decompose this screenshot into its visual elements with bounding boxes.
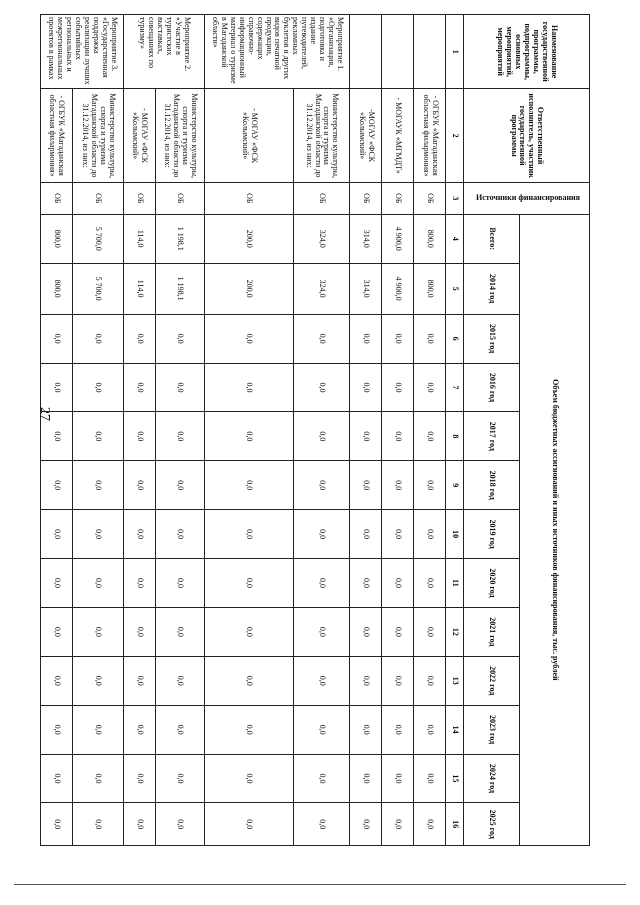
row-year-value: 0,0 [123, 510, 155, 559]
table-row [41, 15, 73, 846]
row-year-value: 0,0 [382, 559, 414, 608]
row-year-value: 0,0 [72, 705, 123, 754]
row-year-value: 0,0 [382, 656, 414, 705]
row-year-value: 0,0 [382, 705, 414, 754]
row-year-value: 0,0 [204, 607, 293, 656]
row-year-value: 0,0 [204, 559, 293, 608]
header-year: 2025 год [464, 803, 520, 846]
row-year-value: 0,0 [350, 363, 382, 412]
row-year-value: 0,0 [123, 803, 155, 846]
row-year-value: 324,0 [293, 263, 350, 314]
row-executor: - ОГБУК «Магаданская областная филармония» [414, 89, 446, 183]
column-number: 12 [446, 607, 464, 656]
header-year: 2022 год [464, 656, 520, 705]
row-year-value: 0,0 [382, 461, 414, 510]
row-year-value: 0,0 [414, 510, 446, 559]
row-source: ОБ [204, 182, 293, 214]
row-year-value: 800,0 [41, 263, 73, 314]
row-executor: - МОГАУ «ФСК «Колымский» [123, 89, 155, 183]
row-executor: - ОГБУК «Магаданская областная филармония» [41, 89, 73, 183]
row-name [382, 15, 414, 89]
row-year-value: 0,0 [72, 607, 123, 656]
row-year-value: 0,0 [414, 412, 446, 461]
row-year-value: 0,0 [123, 314, 155, 363]
column-number: 1 [446, 15, 464, 89]
row-name: Мероприятие 3. «Государственная поддержка реализации лучших событийных региональных и межрегиональных проектов в рамках [41, 15, 124, 89]
row-year-value: 0,0 [72, 510, 123, 559]
row-year-value: 0,0 [123, 754, 155, 803]
row-year-value: 0,0 [72, 803, 123, 846]
header-year: 2015 год [464, 314, 520, 363]
row-year-value: 0,0 [72, 461, 123, 510]
header-year: 2018 год [464, 461, 520, 510]
row-year-value: 1 198,1 [155, 263, 204, 314]
header-source-text: Источники финансирования [475, 192, 580, 202]
row-executor: Министерство культуры, спорта и туризма Магаданской области до 31.12.2014, из них: [72, 89, 123, 183]
table-row [72, 15, 123, 846]
row-year-value: 0,0 [293, 461, 350, 510]
header-year: 2023 год [464, 705, 520, 754]
row-year-value: 0,0 [293, 412, 350, 461]
row-year-value: 0,0 [382, 412, 414, 461]
row-year-value: 0,0 [414, 705, 446, 754]
row-year-value: 0,0 [41, 314, 73, 363]
table-row [155, 15, 204, 846]
row-year-value: 0,0 [382, 607, 414, 656]
row-year-value: 0,0 [41, 461, 73, 510]
row-year-value: 0,0 [382, 363, 414, 412]
column-number: 16 [446, 803, 464, 846]
row-year-value: 0,0 [155, 656, 204, 705]
row-total: 1 198,1 [155, 214, 204, 263]
row-year-value: 0,0 [350, 412, 382, 461]
row-source: ОБ [72, 182, 123, 214]
row-executor: - МОГАУ «ФСК «Колымский» [204, 89, 293, 183]
row-year-value: 0,0 [72, 754, 123, 803]
row-year-value: 0,0 [123, 363, 155, 412]
column-number: 6 [446, 314, 464, 363]
row-year-value: 0,0 [414, 754, 446, 803]
row-year-value: 0,0 [414, 656, 446, 705]
row-year-value: 314,0 [350, 263, 382, 314]
row-year-value: 0,0 [155, 314, 204, 363]
row-year-value: 0,0 [123, 656, 155, 705]
row-source: ОБ [293, 182, 350, 214]
column-number: 14 [446, 705, 464, 754]
row-year-value: 0,0 [350, 803, 382, 846]
row-year-value: 0,0 [382, 754, 414, 803]
row-year-value: 0,0 [293, 559, 350, 608]
table-row [382, 15, 414, 846]
row-year-value: 0,0 [293, 607, 350, 656]
row-name [350, 15, 382, 89]
column-number: 8 [446, 412, 464, 461]
header-year: 2019 год [464, 510, 520, 559]
row-year-value: 0,0 [204, 412, 293, 461]
header-year: 2017 год [464, 412, 520, 461]
row-year-value: 0,0 [123, 559, 155, 608]
row-executor: - МОГАУК «МГМДТ» [382, 89, 414, 183]
column-number: 3 [446, 182, 464, 214]
header-source [464, 182, 590, 214]
row-year-value: 0,0 [350, 314, 382, 363]
header-name: Наименование государственной программы, подпрограммы, основных мероприятий, мероприятий [464, 15, 590, 89]
column-number: 4 [446, 214, 464, 263]
row-year-value: 0,0 [72, 412, 123, 461]
row-year-value: 0,0 [155, 607, 204, 656]
row-year-value: 0,0 [350, 510, 382, 559]
header-year: 2016 год [464, 363, 520, 412]
column-number: 11 [446, 559, 464, 608]
header-year: 2020 год [464, 559, 520, 608]
column-number: 9 [446, 461, 464, 510]
row-year-value: 0,0 [382, 314, 414, 363]
row-year-value: 0,0 [41, 559, 73, 608]
row-year-value: 0,0 [155, 559, 204, 608]
header-volume: Объем бюджетных ассигнований и иных источников финансирования, тыс. рублей [520, 214, 590, 845]
row-year-value: 0,0 [293, 314, 350, 363]
row-year-value: 0,0 [350, 559, 382, 608]
row-year-value: 0,0 [72, 559, 123, 608]
page-bottom-rule [14, 884, 626, 885]
row-year-value: 0,0 [155, 510, 204, 559]
row-name: Мероприятие 1. «Организация, подготовка и издание путеводителей, рекламных буклетов и других видов печатной продукции, содержащих справочно-информационный материал о туризме в Магаданской области» [204, 15, 350, 89]
row-total: 114,0 [123, 214, 155, 263]
row-year-value: 0,0 [204, 363, 293, 412]
row-executor: Министерство культуры, спорта и туризма Магаданской области до 31.12.2014, из них: [293, 89, 350, 183]
row-year-value: 4 900,0 [382, 263, 414, 314]
row-year-value: 0,0 [293, 363, 350, 412]
header-executor: Ответственный исполнитель, участник государственной программы [464, 89, 590, 183]
row-year-value: 0,0 [41, 803, 73, 846]
financing-table-sheet [40, 14, 590, 846]
row-year-value: 0,0 [155, 363, 204, 412]
row-year-value: 114,0 [123, 263, 155, 314]
table-row [414, 15, 446, 846]
row-year-value: 0,0 [204, 803, 293, 846]
row-source: ОБ [382, 182, 414, 214]
header-year: 2014 год [464, 263, 520, 314]
row-year-value: 0,0 [41, 510, 73, 559]
row-total: 200,0 [204, 214, 293, 263]
row-total: 314,0 [350, 214, 382, 263]
row-year-value: 800,0 [414, 263, 446, 314]
header-year: 2024 год [464, 754, 520, 803]
row-year-value: 5 700,0 [72, 263, 123, 314]
row-year-value: 0,0 [293, 510, 350, 559]
row-year-value: 0,0 [350, 754, 382, 803]
row-year-value: 0,0 [72, 656, 123, 705]
row-year-value: 0,0 [123, 705, 155, 754]
row-total: 800,0 [414, 214, 446, 263]
table-row [350, 15, 382, 846]
row-year-value: 0,0 [41, 412, 73, 461]
row-source: ОБ [350, 182, 382, 214]
row-year-value: 0,0 [204, 656, 293, 705]
row-year-value: 200,0 [204, 263, 293, 314]
column-number: 5 [446, 263, 464, 314]
header-year: 2021 год [464, 607, 520, 656]
column-number: 13 [446, 656, 464, 705]
row-total: 5 700,0 [72, 214, 123, 263]
row-year-value: 0,0 [123, 412, 155, 461]
row-year-value: 0,0 [414, 607, 446, 656]
row-year-value: 0,0 [350, 461, 382, 510]
table-row [123, 15, 155, 846]
row-year-value: 0,0 [414, 314, 446, 363]
header-total: Всего: [464, 214, 520, 263]
row-year-value: 0,0 [41, 656, 73, 705]
page-number: 27 [37, 407, 52, 421]
row-year-value: 0,0 [293, 656, 350, 705]
row-total: 324,0 [293, 214, 350, 263]
row-year-value: 0,0 [155, 754, 204, 803]
row-year-value: 0,0 [41, 607, 73, 656]
row-year-value: 0,0 [414, 363, 446, 412]
row-name [414, 15, 446, 89]
row-year-value: 0,0 [72, 363, 123, 412]
row-name: Мероприятие 2. «Участие в туристских выставках, совещаниях по туризму» [123, 15, 204, 89]
row-year-value: 0,0 [204, 314, 293, 363]
row-year-value: 0,0 [41, 754, 73, 803]
row-year-value: 0,0 [414, 461, 446, 510]
row-year-value: 0,0 [204, 461, 293, 510]
row-year-value: 0,0 [350, 656, 382, 705]
row-executor: -МОГАУ «ФСК «Колымский» [350, 89, 382, 183]
row-year-value: 0,0 [123, 607, 155, 656]
row-year-value: 0,0 [382, 803, 414, 846]
row-year-value: 0,0 [204, 510, 293, 559]
table-row [204, 15, 293, 846]
row-year-value: 0,0 [155, 412, 204, 461]
row-year-value: 0,0 [293, 754, 350, 803]
row-year-value: 0,0 [155, 705, 204, 754]
column-number: 10 [446, 510, 464, 559]
row-year-value: 0,0 [204, 705, 293, 754]
column-number: 2 [446, 89, 464, 183]
row-source: ОБ [123, 182, 155, 214]
column-number: 7 [446, 363, 464, 412]
row-executor: Министерство культуры, спорта и туризма Магаданской области до 31.12.2014, из них: [155, 89, 204, 183]
row-year-value: 0,0 [72, 314, 123, 363]
row-year-value: 0,0 [293, 803, 350, 846]
row-year-value: 0,0 [414, 559, 446, 608]
row-year-value: 0,0 [350, 705, 382, 754]
row-year-value: 0,0 [41, 363, 73, 412]
row-year-value: 0,0 [155, 461, 204, 510]
row-year-value: 0,0 [293, 705, 350, 754]
row-year-value: 0,0 [350, 607, 382, 656]
row-year-value: 0,0 [41, 705, 73, 754]
row-total: 4 900,0 [382, 214, 414, 263]
row-year-value: 0,0 [382, 510, 414, 559]
column-number: 15 [446, 754, 464, 803]
row-year-value: 0,0 [204, 754, 293, 803]
financing-table [40, 14, 590, 846]
row-year-value: 0,0 [414, 803, 446, 846]
row-source: ОБ [414, 182, 446, 214]
row-total: 800,0 [41, 214, 73, 263]
row-year-value: 0,0 [123, 461, 155, 510]
row-year-value: 0,0 [155, 803, 204, 846]
row-source: ОБ [41, 182, 73, 214]
table-row [293, 15, 350, 846]
row-source: ОБ [155, 182, 204, 214]
